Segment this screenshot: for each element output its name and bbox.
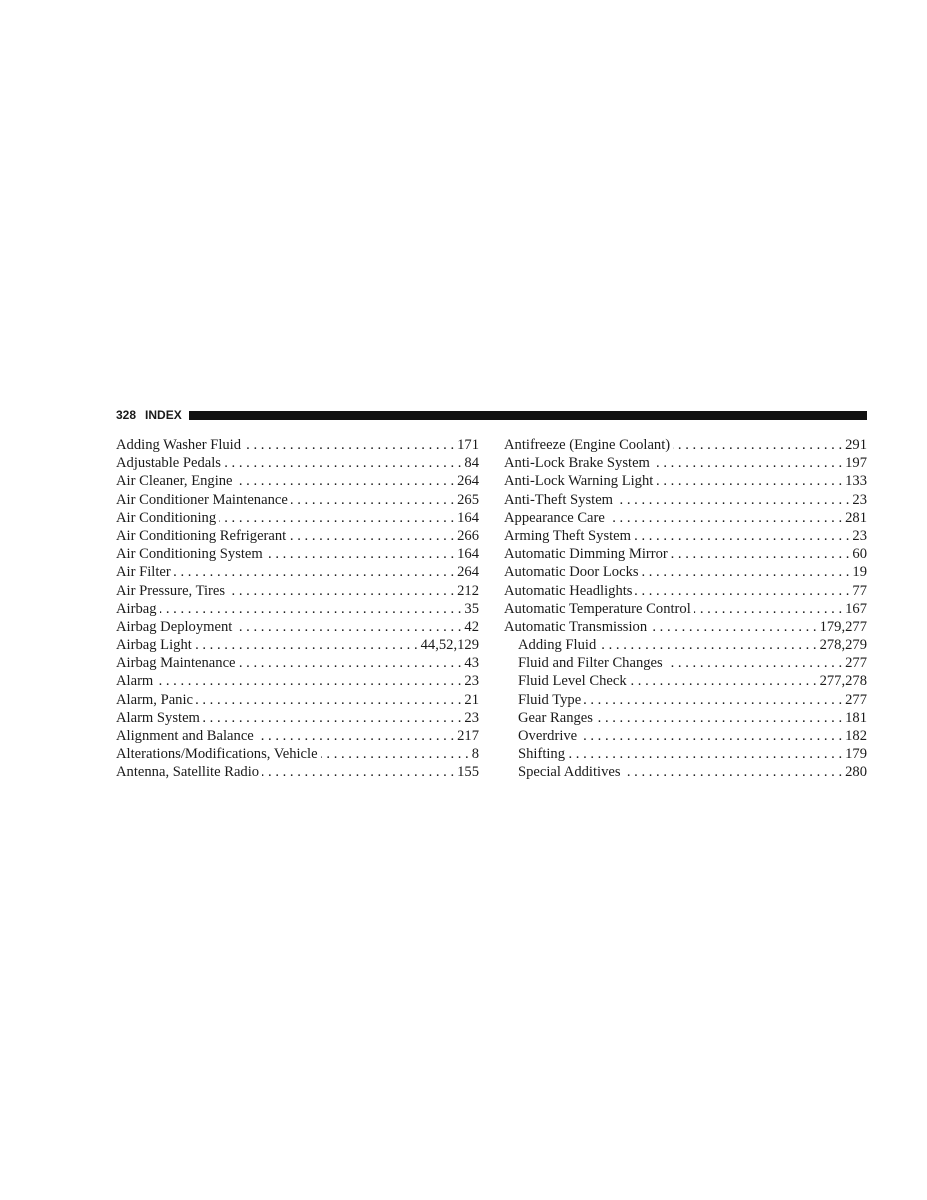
entry-page: 264 <box>457 564 479 581</box>
entry-page: 35 <box>464 600 479 617</box>
dot-leader <box>203 709 461 727</box>
entry-label: Automatic Dimming Mirror <box>504 546 668 563</box>
dot-leader <box>224 454 461 472</box>
index-subentry <box>504 672 867 690</box>
index-entry <box>504 527 867 545</box>
entry-page: 197 <box>845 455 867 472</box>
dot-leader <box>219 509 454 527</box>
entry-page: 280 <box>845 764 867 781</box>
index-entry <box>116 545 479 563</box>
dot-leader <box>239 654 462 672</box>
dot-leader <box>584 691 842 709</box>
dot-leader <box>634 527 849 545</box>
entry-label: Anti-Lock Brake System <box>504 455 650 472</box>
entry-label: Adding Washer Fluid <box>116 437 242 453</box>
index-entry <box>504 509 867 527</box>
index-entry <box>116 582 479 600</box>
page-number: 328 <box>116 408 137 422</box>
dot-leader <box>630 672 817 690</box>
entry-page: 277 <box>845 655 867 672</box>
entry-label: Adjustable Pedals <box>116 455 221 472</box>
index-entry <box>116 454 479 472</box>
entry-label: Anti-Theft System <box>504 491 614 508</box>
index-column-left <box>116 436 479 782</box>
entry-label: Fluid Level Check <box>518 673 627 690</box>
entry-label: Air Filter <box>116 564 171 581</box>
entry-label: Airbag <box>116 600 157 617</box>
entry-page: 179,277 <box>819 618 867 635</box>
dot-leader <box>321 745 469 763</box>
index-entry <box>504 472 867 490</box>
index-entry <box>504 454 867 472</box>
entry-label: Alarm, Panic <box>116 691 194 708</box>
entry-page: 179 <box>845 746 867 763</box>
index-entry <box>504 491 867 509</box>
entry-page: 43 <box>464 655 479 672</box>
entry-page: 23 <box>852 491 867 508</box>
dot-leader <box>196 691 461 709</box>
index-entry <box>116 691 479 709</box>
entry-page: 23 <box>852 527 867 544</box>
entry-page: 281 <box>845 509 867 526</box>
dot-leader <box>289 527 454 545</box>
entry-page: 212 <box>457 582 479 599</box>
index-entry <box>116 654 479 672</box>
index-column-right <box>504 436 867 782</box>
entry-page: 277,278 <box>819 673 867 690</box>
dot-leader <box>257 727 454 745</box>
dot-leader <box>195 636 418 654</box>
dot-leader <box>673 436 842 454</box>
entry-label: Alarm System <box>116 709 200 726</box>
entry-page: 164 <box>457 509 479 526</box>
entry-label: Anti-Lock Warning Light <box>504 473 654 490</box>
entry-page: 60 <box>852 546 867 563</box>
dot-leader <box>228 582 454 600</box>
index-subentry <box>504 654 867 672</box>
entry-page: 8 <box>471 746 479 763</box>
entry-page: 181 <box>845 709 867 726</box>
dot-leader <box>568 745 842 763</box>
entry-label: Special Additives <box>518 764 621 781</box>
dot-leader <box>650 618 816 636</box>
index-entry <box>116 636 479 654</box>
entry-label: Alignment and Balance <box>116 728 254 744</box>
index-entry <box>116 763 479 781</box>
entry-label: Air Conditioning System <box>116 546 263 563</box>
entry-label: Air Pressure, Tires <box>116 582 226 599</box>
dot-leader <box>160 600 462 618</box>
index-entry <box>116 436 479 454</box>
dot-leader <box>244 436 454 454</box>
index-entry <box>116 491 479 509</box>
index-entry <box>504 563 867 581</box>
entry-page: 23 <box>464 709 479 726</box>
entry-label: Fluid Type <box>518 691 582 708</box>
entry-label: Air Cleaner, Engine <box>116 473 233 490</box>
entry-label: Shifting <box>518 746 566 763</box>
dot-leader <box>635 582 849 600</box>
index-entry <box>116 527 479 545</box>
entry-page: 167 <box>845 600 867 617</box>
entry-page: 277 <box>845 691 867 708</box>
entry-label: Arming Theft System <box>504 527 632 544</box>
entry-label: Antenna, Satellite Radio <box>116 764 260 781</box>
index-entry <box>504 618 867 636</box>
dot-leader <box>694 600 842 618</box>
index-entry <box>116 727 479 745</box>
entry-page: 182 <box>845 728 867 744</box>
entry-label: Automatic Transmission <box>504 618 648 635</box>
entry-page: 291 <box>845 437 867 453</box>
entry-page: 164 <box>457 546 479 563</box>
dot-leader <box>156 672 461 690</box>
dot-leader <box>653 454 842 472</box>
entry-page: 23 <box>464 673 479 690</box>
dot-leader <box>291 491 454 509</box>
section-title: INDEX <box>145 408 182 422</box>
entry-label: Alterations/Modifications, Vehicle <box>116 746 318 763</box>
entry-page: 84 <box>464 455 479 472</box>
entry-page: 42 <box>464 618 479 635</box>
dot-leader <box>656 472 842 490</box>
entry-page: 278,279 <box>819 637 867 654</box>
entry-label: Fluid and Filter Changes <box>518 655 663 672</box>
index-entry <box>116 600 479 618</box>
dot-leader <box>236 472 455 490</box>
entry-page: 155 <box>457 764 479 781</box>
index-entry <box>116 563 479 581</box>
entry-label: Air Conditioner Maintenance <box>116 491 288 508</box>
entry-label: Adding Fluid <box>518 637 597 654</box>
entry-page: 264 <box>457 473 479 490</box>
entry-label: Airbag Deployment <box>116 618 233 635</box>
dot-leader <box>596 709 842 727</box>
dot-leader <box>642 563 850 581</box>
page-header <box>116 407 867 423</box>
entry-label: Alarm <box>116 673 154 690</box>
entry-label: Appearance Care <box>504 509 605 526</box>
entry-page: 44,52,129 <box>420 637 479 654</box>
entry-page: 19 <box>852 564 867 581</box>
index-entry <box>116 618 479 636</box>
dot-leader <box>666 654 842 672</box>
entry-label: Airbag Light <box>116 637 192 654</box>
dot-leader <box>235 618 461 636</box>
index-entry <box>116 472 479 490</box>
dot-leader <box>608 509 842 527</box>
index-subentry <box>504 636 867 654</box>
index-subentry <box>504 727 867 745</box>
entry-label: Antifreeze (Engine Coolant) <box>504 437 671 453</box>
dot-leader <box>599 636 816 654</box>
index-entry <box>116 709 479 727</box>
entry-page: 77 <box>852 582 867 599</box>
entry-label: Airbag Maintenance <box>116 655 236 672</box>
entry-label: Air Conditioning Refrigerant <box>116 527 287 544</box>
header-rule <box>189 411 867 420</box>
index-subentry <box>504 763 867 781</box>
entry-label: Air Conditioning <box>116 509 217 526</box>
index-entry <box>504 600 867 618</box>
entry-label: Overdrive <box>518 728 578 744</box>
entry-label: Automatic Temperature Control <box>504 600 691 617</box>
entry-page: 171 <box>457 437 479 453</box>
index-entry <box>504 436 867 454</box>
dot-leader <box>174 563 454 581</box>
dot-leader <box>671 545 850 563</box>
index-entry <box>504 545 867 563</box>
index-subentry <box>504 691 867 709</box>
index-subentry <box>504 745 867 763</box>
dot-leader <box>266 545 454 563</box>
index-entry <box>116 509 479 527</box>
entry-label: Automatic Headlights <box>504 582 633 599</box>
entry-label: Automatic Door Locks <box>504 564 639 581</box>
index-entry <box>504 582 867 600</box>
entry-page: 21 <box>464 691 479 708</box>
entry-page: 217 <box>457 728 479 744</box>
dot-leader <box>262 763 454 781</box>
index-subentry <box>504 709 867 727</box>
index-entry <box>116 745 479 763</box>
dot-leader <box>580 727 842 745</box>
dot-leader <box>624 763 843 781</box>
entry-page: 266 <box>457 527 479 544</box>
dot-leader <box>616 491 849 509</box>
index-entry <box>116 672 479 690</box>
entry-page: 265 <box>457 491 479 508</box>
entry-page: 133 <box>845 473 867 490</box>
entry-label: Gear Ranges <box>518 709 593 726</box>
